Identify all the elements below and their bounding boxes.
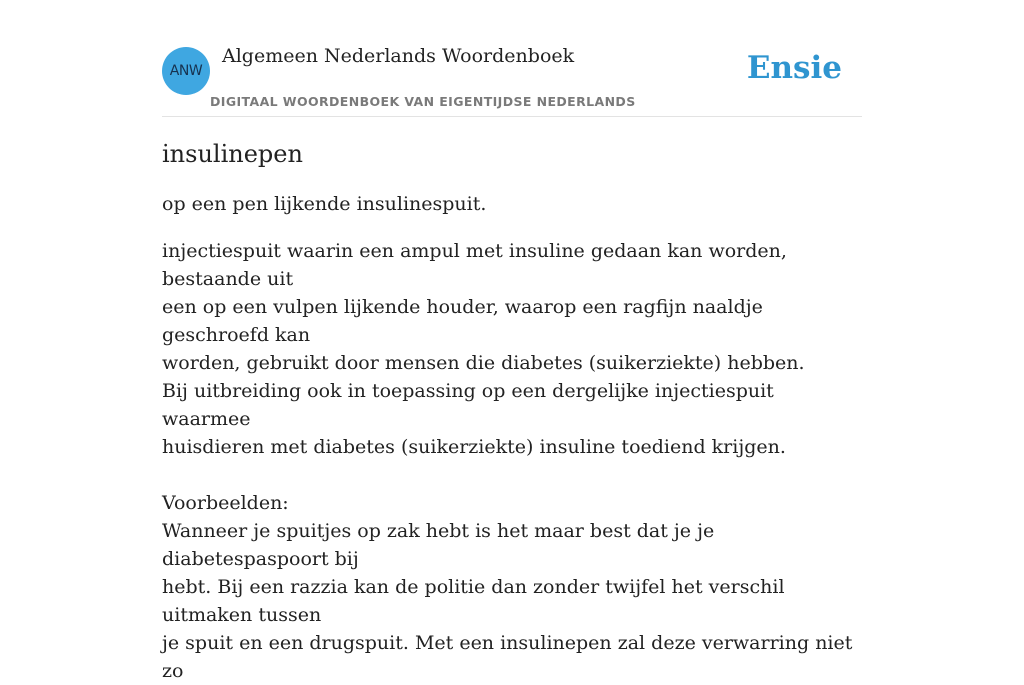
definition-line: injectiespuit waarin een ampul met insuline gedaan kan worden, bestaande uit [162, 240, 787, 290]
anw-logo[interactable] [162, 47, 210, 95]
blank-line [162, 461, 862, 489]
definition-line: een op een vulpen lijkende houder, waarop een ragfijn naaldje geschroefd kan [162, 296, 763, 346]
ensie-brand-link[interactable]: Ensie [746, 50, 842, 86]
example-line: Wanneer je spuitjes op zak hebt is het maar best dat je je diabetespaspoort bij [162, 520, 715, 570]
entry-content [162, 138, 862, 685]
anw-logo-text: ANW [169, 63, 203, 79]
example-line: je spuit en een drugspuit. Met een insulinepen zal deze verwarring niet zo [162, 632, 853, 682]
definition-line: Bij uitbreiding ook in toepassing op een dergelijke injectiespuit waarmee [162, 380, 774, 430]
short-definition: op een pen lijkende insulinespuit. [162, 193, 487, 215]
site-title[interactable]: Algemeen Nederlands Woordenboek [222, 45, 575, 67]
definition-line: huisdieren met diabetes (suikerziekte) insuline toediend krijgen. [162, 436, 786, 458]
example-line: hebt. Bij een razzia kan de politie dan zonder twijfel het verschil uitmaken tussen [162, 576, 785, 626]
long-definition [162, 237, 862, 685]
examples-label: Voorbeelden: [162, 492, 289, 514]
site-subtitle: DIGITAAL WOORDENBOEK VAN EIGENTIJDSE NEDERLANDS [210, 94, 636, 109]
definition-line: worden, gebruikt door mensen die diabetes (suikerziekte) hebben. [162, 352, 805, 374]
site-header [162, 0, 862, 117]
entry-headword: insulinepen [162, 140, 303, 168]
